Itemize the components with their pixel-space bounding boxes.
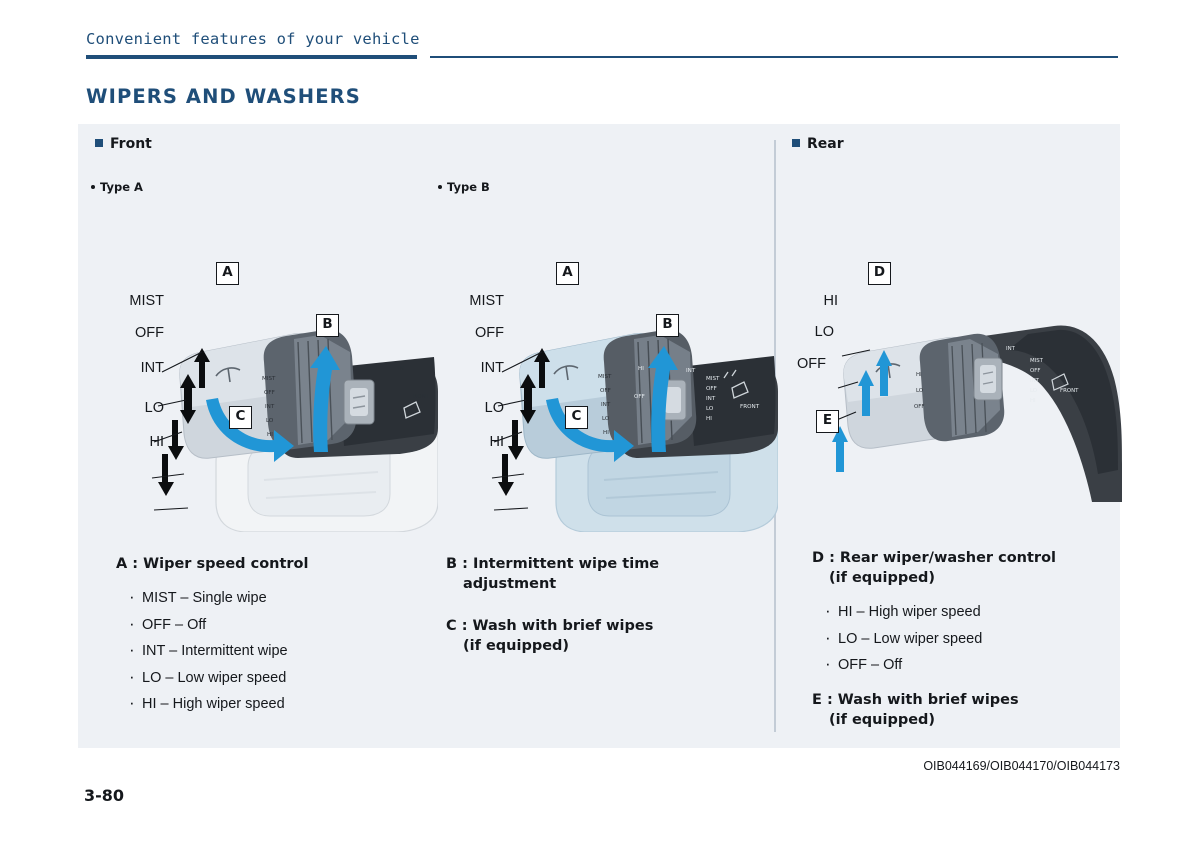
content-panel [78, 124, 1120, 748]
svg-text:OFF: OFF [706, 386, 717, 392]
figure-rear-wiper-stalk [792, 202, 1122, 532]
breadcrumb: Convenient features of your vehicle [86, 30, 420, 48]
header-rule-thick [86, 55, 417, 59]
axis-label-lo: LO [484, 400, 504, 416]
svg-text:FRONT: FRONT [740, 404, 760, 410]
rear-heading [792, 136, 844, 152]
caption-d [812, 548, 1112, 679]
svg-text:INT: INT [398, 366, 408, 372]
caption-c-heading: C : Wash with brief wipes [446, 618, 654, 634]
axis-label-hi: HI [823, 293, 838, 309]
svg-text:OFF: OFF [634, 394, 645, 400]
svg-text:HI: HI [603, 430, 609, 436]
svg-text:HI: HI [916, 372, 922, 378]
header-rule-thin [430, 56, 1118, 58]
callout-e: E [816, 410, 839, 433]
svg-text:MIST: MIST [598, 374, 612, 380]
callout-a: A [556, 262, 579, 285]
caption-b-c [446, 554, 756, 656]
type-a-label-text: Type A [100, 180, 143, 194]
callout-c: C [565, 406, 588, 429]
svg-text:HI: HI [706, 416, 712, 422]
type-b-label [438, 180, 490, 194]
caption-b-heading-line2: adjustment [463, 576, 557, 592]
svg-text:LO: LO [266, 418, 274, 424]
caption-d-heading-line2: (if equipped) [829, 570, 936, 586]
svg-text:OFF: OFF [914, 404, 925, 410]
svg-text:HI: HI [267, 432, 273, 438]
caption-e [812, 690, 1112, 730]
svg-text:INT: INT [1030, 378, 1039, 384]
square-bullet-icon [95, 139, 103, 147]
type-a-label [91, 180, 143, 194]
svg-text:MIST: MIST [706, 376, 720, 382]
page-number: 3-80 [84, 786, 125, 805]
svg-text:HI: HI [1030, 398, 1036, 404]
caption-d-heading: D : Rear wiper/washer control [812, 550, 1057, 566]
axis-label-off: OFF [135, 325, 164, 341]
callout-c: C [229, 406, 252, 429]
illustration-rear [792, 202, 1122, 532]
svg-text:OFF: OFF [600, 388, 611, 394]
axis-label-int: INT [140, 360, 164, 376]
svg-text:MIST: MIST [1030, 358, 1043, 364]
caption-b-heading: B : Intermittent wipe time [446, 556, 660, 572]
rear-heading-label: Rear [807, 136, 844, 152]
svg-text:FRONT: FRONT [1060, 388, 1079, 394]
dot-bullet-icon [438, 185, 442, 189]
list-item: · MIST – Single wipe [116, 585, 416, 612]
caption-a [116, 554, 416, 718]
axis-label-off: OFF [797, 356, 826, 372]
axis-label-hi: HI [149, 434, 164, 450]
callout-a: A [216, 262, 239, 285]
axis-label-mist: MIST [129, 293, 164, 309]
svg-text:INT: INT [706, 396, 716, 402]
dot-bullet-icon [91, 185, 95, 189]
svg-text:LO: LO [602, 416, 610, 422]
list-item: · OFF – Off [812, 652, 1112, 679]
caption-d-list [812, 599, 1112, 679]
list-item: · HI – High wiper speed [116, 691, 416, 718]
svg-text:INT: INT [601, 402, 611, 408]
svg-text:OFF: OFF [264, 390, 275, 396]
caption-a-heading: A : Wiper speed control [116, 556, 309, 572]
figure-wiper-stalk-type-a [98, 202, 438, 532]
svg-text:INT: INT [1006, 346, 1015, 352]
caption-a-list [116, 585, 416, 718]
axis-label-hi: HI [489, 434, 504, 450]
svg-text:FRONT: FRONT [410, 394, 430, 400]
svg-text:LO: LO [916, 388, 924, 394]
svg-text:OFF: OFF [1030, 368, 1041, 374]
type-b-label-text: Type B [447, 180, 490, 194]
list-item: · LO – Low wiper speed [812, 626, 1112, 653]
svg-text:HI: HI [638, 366, 644, 372]
page-title: WIPERS AND WASHERS [86, 85, 361, 108]
axis-label-lo: LO [814, 324, 834, 340]
axis-label-lo: LO [144, 400, 164, 416]
svg-text:INT: INT [265, 404, 275, 410]
svg-text:LO: LO [1030, 388, 1038, 394]
front-heading [95, 136, 152, 152]
caption-e-heading: E : Wash with brief wipes [812, 692, 1019, 708]
callout-d: D [868, 262, 891, 285]
figure-wiper-stalk-type-b [438, 202, 778, 532]
svg-text:LO: LO [706, 406, 714, 412]
axis-label-mist: MIST [469, 293, 504, 309]
svg-text:MIST: MIST [262, 376, 276, 382]
list-item: · HI – High wiper speed [812, 599, 1112, 626]
list-item: · INT – Intermittent wipe [116, 638, 416, 665]
front-heading-label: Front [110, 136, 152, 152]
square-bullet-icon [792, 139, 800, 147]
list-item: · LO – Low wiper speed [116, 665, 416, 692]
caption-c-heading-line2: (if equipped) [463, 638, 570, 654]
image-code: OIB044169/OIB044170/OIB044173 [923, 759, 1120, 773]
caption-spacer [446, 594, 756, 616]
list-item: · OFF – Off [116, 612, 416, 639]
axis-label-off: OFF [475, 325, 504, 341]
callout-b: B [656, 314, 679, 337]
callout-b: B [316, 314, 339, 337]
axis-label-int: INT [480, 360, 504, 376]
caption-e-heading-line2: (if equipped) [829, 712, 936, 728]
page-header [86, 30, 1118, 62]
svg-text:INT: INT [686, 368, 696, 374]
